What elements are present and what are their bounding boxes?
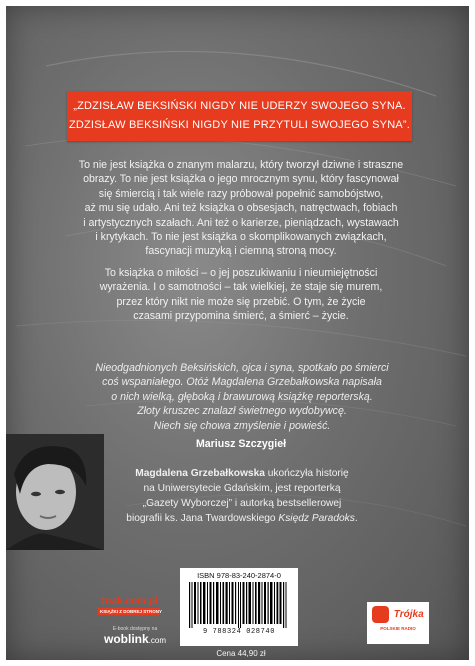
bio-text: . [354, 513, 358, 524]
text-line: obrazy. To nie jest książka o jego mrocznym synu, który fascynował [83, 173, 399, 186]
publisher-tagline: KSIĄŻKI Z DOBREJ STRONY [100, 609, 163, 614]
text-line: To nie jest książka o znanym malarzu, który tworzył dziwne i straszne [78, 159, 404, 171]
author-bio [112, 466, 372, 526]
back-cover [6, 6, 469, 660]
text-line: Nieodgadnionych Beksińskich, ojca i syna, spotkało po śmierci [95, 362, 389, 374]
text-line: i artystycznych szałach. Ani też o karierze, pieniądzach, wystawach [83, 216, 399, 229]
text-line: coś wspaniałego. Otóż Magdalena Grzebałkowska napisała [102, 376, 382, 389]
headline-quote-box [67, 91, 412, 141]
author-name: Magdalena Grzebałkowska [135, 468, 265, 479]
text-line: aż mu się udało. Ani też książka o obsesjach, natręctwach, fobiach [84, 202, 398, 215]
author-portrait-image [6, 434, 104, 550]
trojka-name: Trójka [393, 609, 424, 621]
text-line: o nich wielką, głęboką i brawurową książkę reporterską. [111, 390, 373, 403]
text-line: Niech się chowa zmyślenie i powieść. [153, 419, 331, 432]
barcode-icon [187, 582, 291, 628]
woblink-logo: woblink.com [103, 632, 166, 646]
trojka-subtitle: POLSKIE RADIO [380, 626, 416, 631]
text-line: się śmiercią i tak wiele razy próbował popełnić samobójstwo, [98, 187, 384, 200]
text-line: Złoty kruszec znalazł świetnego wydobywcę. [137, 405, 347, 418]
quote-line-2: ZDZISŁAW BEKSIŃSKI NIGDY NIE PRZYTULI SWOJEGO SYNA”. [68, 119, 411, 131]
praise-signature: Mariusz Szczygieł [195, 438, 287, 450]
publisher-url: znak.com.pl [100, 596, 158, 607]
text-line: fascynacji muzyką i ciemną stroną mocy. [145, 245, 337, 258]
bio-text: biografii ks. Jana Twardowskiego [126, 513, 279, 524]
text-line: przez który nikt nie może się przebić. O tym, że życie [116, 295, 366, 308]
price-label: Cena 44,90 zł [216, 649, 266, 658]
trojka-logo [367, 602, 429, 644]
quote-line-1: „ZDZISŁAW BEKSIŃSKI NIGDY NIE UDERZY SWOJEGO SYNA. [73, 100, 406, 112]
text-line: czasami przypomina śmierć, a śmierć – życie. [133, 310, 349, 323]
book-title: Księdz Paradoks [278, 513, 355, 524]
ebook-label: E-book dostępny na [112, 626, 158, 632]
bio-text: „Gazety Wyborczej” i autorką bestsellerowej [142, 498, 342, 509]
bio-text: ukończyła historię [264, 468, 349, 479]
ebook-info [100, 626, 170, 646]
description-paragraph-2 [56, 266, 426, 324]
author-photo [6, 434, 104, 550]
description-paragraph-1 [56, 158, 426, 259]
barcode-digits: 9 788324 028740 [202, 628, 275, 636]
publisher-logo [98, 596, 163, 615]
bio-text: na Uniwersytecie Gdańskim, jest reporterką [143, 483, 341, 494]
isbn-text: ISBN 978-83-240-2874-0 [197, 571, 281, 580]
barcode-box [180, 568, 298, 646]
text-line: i krytykach. To nie jest książka o skomplikowanych związkach, [95, 231, 387, 244]
trojka-mark-icon [372, 606, 389, 623]
text-line: wyrażenia. I o samotności – tak wielkiej, że staje się murem, [99, 281, 383, 294]
text-line: To książka o miłości – o jej poszukiwaniu i nieumiejętności [104, 267, 378, 279]
praise-quote [64, 361, 420, 433]
